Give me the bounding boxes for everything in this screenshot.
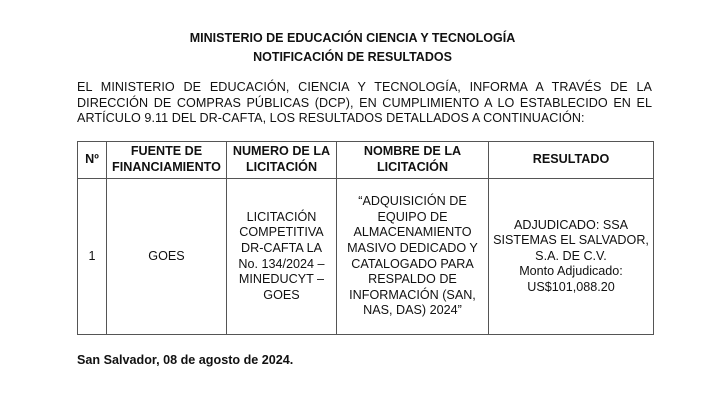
results-table [77, 141, 654, 335]
intro-paragraph: EL MINISTERIO DE EDUCACIÓN, CIENCIA Y TECNOLOGÍA, INFORMA A TRAVÉS DE LA DIRECCIÓN DE COMPRAS PÚBLICAS (DCP), EN CUMPLIMIENTO A LO ESTABLECIDO EN EL ARTÍCULO 9.11 DEL DR-CAFTA, LOS RESULTADOS DETALLADOS A CONTINUACIÓN: [77, 80, 652, 125]
column-header-number: Nº [78, 142, 107, 179]
ministry-title: MINISTERIO DE EDUCACIÓN CIENCIA Y TECNOLOGÍA [189, 31, 516, 45]
column-header-result: RESULTADO [489, 142, 654, 179]
cell-tender-name: “ADQUISICIÓN DE EQUIPO DE ALMACENAMIENTO MASIVO DEDICADO Y CATALOGADO PARA RESPALDO DE INFORMACIÓN (SAN, NAS, DAS) 2024” [337, 179, 489, 335]
cell-result [489, 179, 654, 335]
notification-title: NOTIFICACIÓN DE RESULTADOS [253, 50, 452, 64]
cell-tender-number: LICITACIÓN COMPETITIVA DR-CAFTA LA No. 134/2024 – MINEDUCYT – GOES [227, 179, 337, 335]
cell-funding-source: GOES [107, 179, 227, 335]
table-row [78, 179, 654, 335]
column-header-tender-name: NOMBRE DE LA LICITACIÓN [337, 142, 489, 179]
place-date-line: San Salvador, 08 de agosto de 2024. [77, 353, 294, 367]
column-header-tender-number: NUMERO DE LA LICITACIÓN [227, 142, 337, 179]
table-header-row [78, 142, 654, 179]
awarded-amount-label: Monto Adjudicado: [519, 264, 623, 279]
awarded-amount-value: US$101,088.20 [527, 279, 615, 294]
result-awardee: ADJUDICADO: SSA SISTEMAS EL SALVADOR, S.A. DE C.V. [493, 217, 649, 263]
column-header-funding-source: FUENTE DE FINANCIAMIENTO [107, 142, 227, 179]
cell-number: 1 [78, 179, 107, 335]
